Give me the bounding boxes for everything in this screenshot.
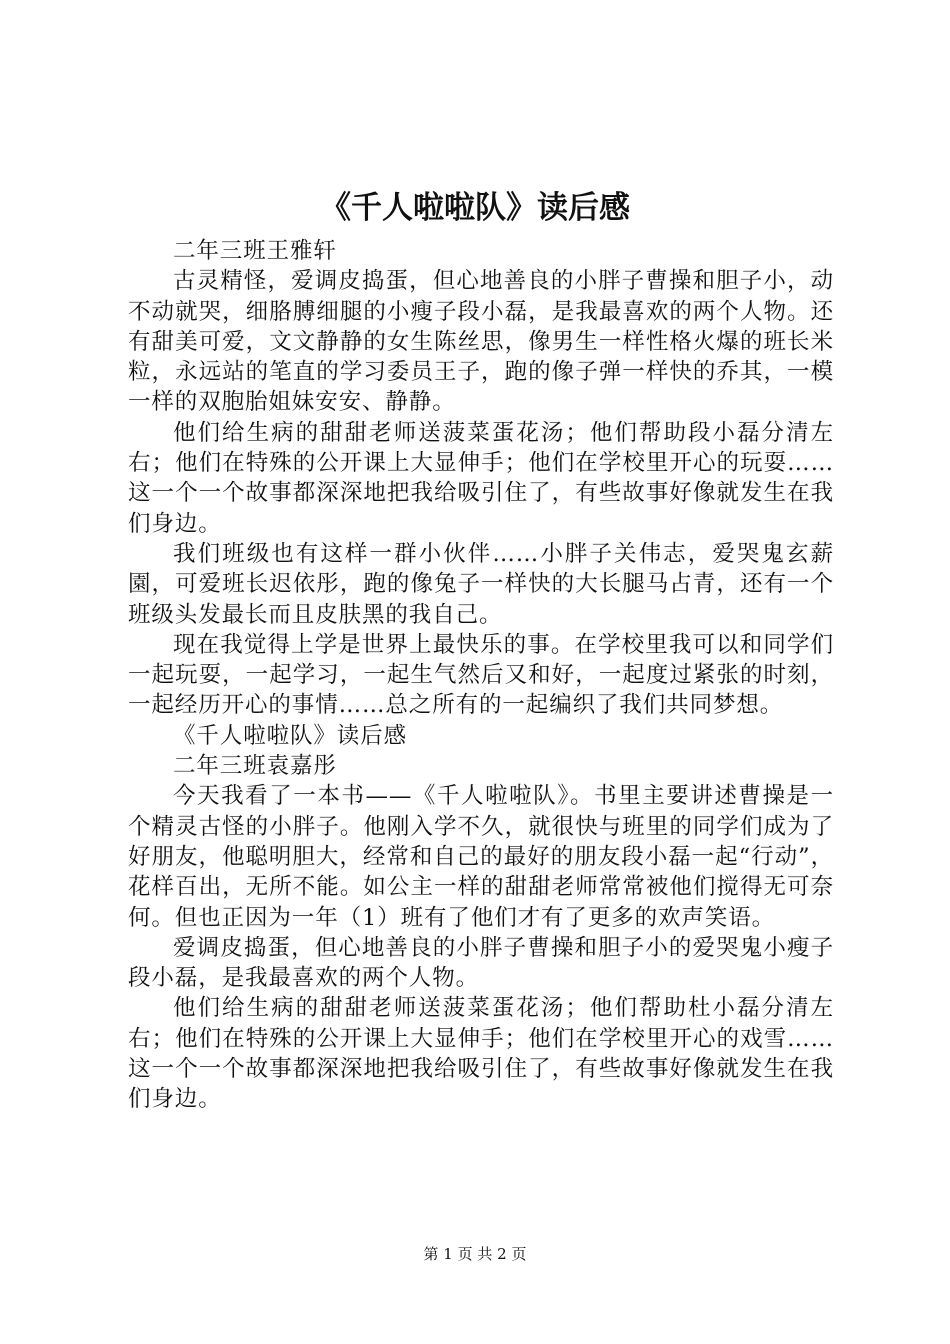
author-line: 二年三班袁嘉彤 (173, 753, 337, 780)
paragraph: 爱调皮捣蛋，但心地善良的小胖子曹操和胆子小的爱哭鬼小瘦子段小磊，是我最喜欢的两个人物。 (128, 934, 834, 992)
paragraph: 古灵精怪，爱调皮捣蛋，但心地善良的小胖子曹操和胆子小，动不动就哭，细胳膊细腿的小瘦子段小磊，是我最喜欢的两个人物。还有甜美可爱，文文静静的女生陈丝思，像男生一样性格火爆的班长米粒，永远站的笔直的学习委员王子，跑的像子弹一样快的乔其，一模一样的双胞胎姐妹安安、静静。 (128, 268, 834, 416)
paragraph: 他们给生病的甜甜老师送菠菜蛋花汤；他们帮助杜小磊分清左右；他们在特殊的公开课上大显伸手；他们在学校里开心的戏雪……这一个一个故事都深深地把我给吸引住了，有些故事好像就发生在我们身边。 (128, 995, 834, 1113)
paragraph: 我们班级也有这样一群小伙伴……小胖子关伟志，爱哭鬼玄薪園，可爱班长迟依彤，跑的像兔子一样快的大长腿马占青，还有一个班级头发最长而且皮肤黑的我自己。 (128, 540, 834, 628)
paragraph: 他们给生病的甜甜老师送菠菜蛋花汤；他们帮助段小磊分清左右；他们在特殊的公开课上大显伸手；他们在学校里开心的玩耍……这一个一个故事都深深地把我给吸引住了，有些故事好像就发生在我们身边。 (128, 419, 834, 537)
paragraph: 现在我觉得上学是世界上最快乐的事。在学校里我可以和同学们一起玩耍，一起学习，一起生气然后又和好，一起度过紧张的时刻，一起经历开心的事情……总之所有的一起编织了我们共同梦想。 (128, 631, 834, 719)
document-body (128, 236, 834, 1115)
author-line: 二年三班王雅轩 (173, 238, 337, 264)
page-footer: 第 1 页 共 2 页 (423, 1245, 527, 1263)
section-heading: 《千人啦啦队》读后感 (173, 722, 408, 749)
paragraph: 今天我看了一本书——《千人啦啦队》。书里主要讲述曹操是一个精灵古怪的小胖子。他刚入学不久，就很快与班里的同学们成为了好朋友，他聪明胆大，经常和自己的最好的朋友段小磊一起“行动”，花样百出，无所不能。如公主一样的甜甜老师常常被他们搅得无可奈何。但也正因为一年（1）班有了他们才有了更多的欢声笑语。 (128, 783, 834, 931)
document-title: 《千人啦啦队》读后感 (320, 190, 630, 226)
